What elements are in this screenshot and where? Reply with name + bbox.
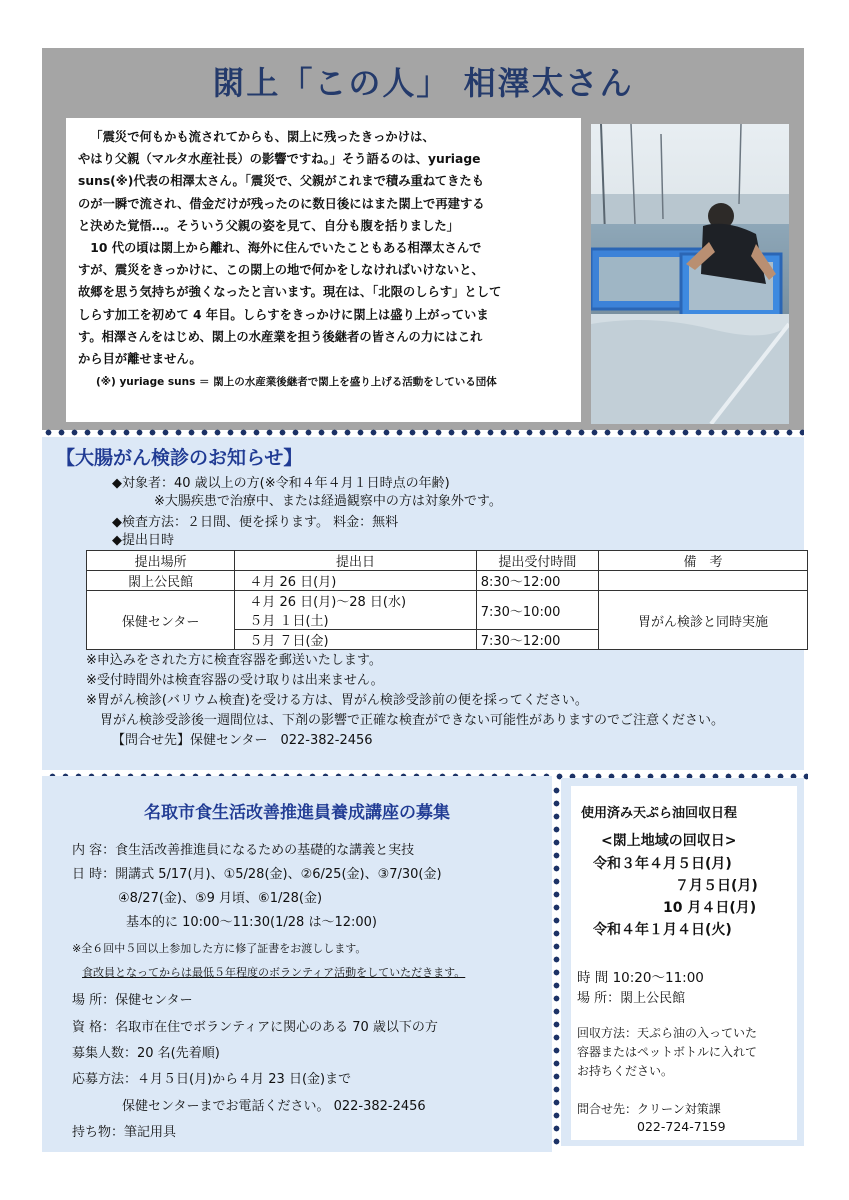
screening-note: ※受付時間外は検査容器の受け取りは出来ません。 <box>86 673 384 688</box>
screening-contact: 【問合せ先】保健センター 022-382-2456 <box>112 733 373 748</box>
course-apply: 応募方法：４月５日(月)から４月 23 日(金)まで <box>72 1072 352 1087</box>
course-recruitment-section <box>42 776 552 1152</box>
screening-target-note: ※大腸疾患で治療中、または経過観察中の方は対象外です。 <box>154 494 502 509</box>
feature-section <box>42 48 804 430</box>
table-cell-date: ５月 １日(土) <box>235 610 476 630</box>
course-schedule: 日 時：開講式 5/17(月)、①5/28(金)、②6/25(金)、③7/30(金) <box>72 867 442 882</box>
course-schedule-continued: ④8/27(金)、⑤9 月頃、⑥1/28(金) <box>118 891 323 906</box>
table-cell-date: ５月 ７日(金) <box>235 630 476 650</box>
oil-contact: 問合せ先：クリーン対策課 <box>577 1102 721 1116</box>
screening-target: ◆対象者：40 歳以上の方(※令和４年４月１日時点の年齢) <box>112 476 450 491</box>
oil-subtitle: <閖上地域の回収日> <box>601 833 737 849</box>
oil-method: 容器またはペットボトルに入れて <box>577 1045 758 1059</box>
table-header: 提出場所 <box>87 551 235 571</box>
table-cell-date: ４月 26 日(月) <box>235 571 476 591</box>
course-apply-contact: 保健センターまでお電話ください。 022-382-2456 <box>122 1099 426 1114</box>
feature-footnote: (※) yuriage suns ＝ 閖上の水産業後継者で閖上を盛り上げる活動をしている団体 <box>96 376 497 389</box>
course-note-underlined: 食改員となってからは最低５年程度のボランティア活動をしていただきます。 <box>82 966 466 979</box>
screening-note: ※申込みをされた方に検査容器を郵送いたします。 <box>86 653 382 668</box>
dotted-divider-vertical <box>553 784 560 1148</box>
colon-screening-section <box>42 437 804 770</box>
screening-note: ※胃がん検診(バリウム検査)を受ける方は、胃がん検診受診前の便を採ってください。 <box>86 693 588 708</box>
oil-phone: 022-724-7159 <box>637 1119 726 1134</box>
oil-date: 10 月４日(月) <box>663 900 757 916</box>
course-hours: 基本的に 10:00～11:30(1/28 は～12:00) <box>126 915 377 930</box>
course-note: ※全６回中５回以上参加した方に修了証書をお渡しします。 <box>72 942 367 955</box>
table-cell-time: 8:30～12:00 <box>476 571 598 591</box>
oil-collection-box <box>571 786 797 1140</box>
feature-article <box>66 118 581 422</box>
screening-heading: 【大腸がん検診のお知らせ】 <box>56 447 303 469</box>
course-bring: 持ち物：筆記用具 <box>72 1125 177 1140</box>
feature-paragraph-2: 10 代の頃は閖上から離れ、海外に住んでいたこともある相澤太さんで すが、震災をきっかけに、この閖上の地で何かをしなければいけないと、 故郷を思う気持ちが強くなったと言います。現在は、「北限のしらす」として しらす加工を初めて 4 年目。しらすをきっかけに閖上は盛り上がっていま す。相澤さんをはじめ、閖上の水産業を担う後継者の皆さんの力にはこれ から目が離せません。 <box>78 241 502 367</box>
table-cell-place: 保健センター <box>87 591 235 650</box>
course-title: 名取市食生活改善推進員養成講座の募集 <box>144 803 450 823</box>
table-cell-date: ４月 26 日(月)～28 日(水) <box>235 591 476 611</box>
table-cell-place: 閖上公民館 <box>87 571 235 591</box>
course-qualification: 資 格：名取市在住でボランティアに関心のある 70 歳以下の方 <box>72 1020 438 1035</box>
dotted-divider <box>42 429 804 436</box>
screening-schedule-table <box>86 550 808 650</box>
table-header-row <box>87 551 808 571</box>
oil-date: ７月５日(月) <box>675 878 758 894</box>
table-header: 提出受付時間 <box>476 551 598 571</box>
table-cell-remark-empty <box>599 571 808 591</box>
feature-title: 閖上「この人」 相澤太さん <box>212 64 634 102</box>
feature-paragraph-1: 「震災で何もかも流されてからも、閖上に残ったきっかけは、 やはり父親（マルタ水産社長）の影響ですね。」そう語るのは、yuriage suns(※)代表の相澤太さん。「震災で、父親がこれまで積み重ねてきたも のが一瞬で流され、借金だけが残ったのに数日後にはまた閖上で再建する と決めた覚悟…。そういう父親の姿を見て、自分も腹を括りました」 <box>78 130 485 233</box>
fishery-photo <box>591 124 789 424</box>
table-header: 提出日 <box>235 551 476 571</box>
oil-date: 令和４年１月４日(火) <box>593 922 732 938</box>
screening-method: ◆検査方法：２日間、便を採ります。 料金：無料 <box>112 515 399 530</box>
oil-method: お持ちください。 <box>577 1064 674 1078</box>
table-cell-remark: 胃がん検診と同時実施 <box>599 591 808 650</box>
course-place: 場 所：保健センター <box>72 993 193 1008</box>
table-row <box>87 591 808 611</box>
course-content: 内 容：食生活改善推進員になるための基礎的な講義と実技 <box>72 843 415 858</box>
screening-schedule-label: ◆提出日時 <box>112 533 174 548</box>
screening-note: 胃がん検診受診後一週間位は、下剤の影響で正確な検査ができない可能性がありますのでご注意ください。 <box>100 713 725 728</box>
oil-collection-section <box>561 778 804 1146</box>
table-cell-time: 7:30～12:00 <box>476 630 598 650</box>
table-header: 備 考 <box>599 551 808 571</box>
table-cell-time: 7:30～10:00 <box>476 591 598 630</box>
oil-date: 令和３年４月５日(月) <box>593 856 732 872</box>
table-row <box>87 571 808 591</box>
course-capacity: 募集人数：20 名(先着順) <box>72 1046 220 1061</box>
oil-time: 時 間 10:20～11:00 <box>577 970 704 986</box>
oil-title: 使用済み天ぷら油回収日程 <box>581 806 738 821</box>
oil-place: 場 所：閖上公民館 <box>577 991 686 1006</box>
oil-method: 回収方法：天ぷら油の入っていた <box>577 1026 758 1040</box>
fishery-photo-illustration <box>591 124 789 424</box>
